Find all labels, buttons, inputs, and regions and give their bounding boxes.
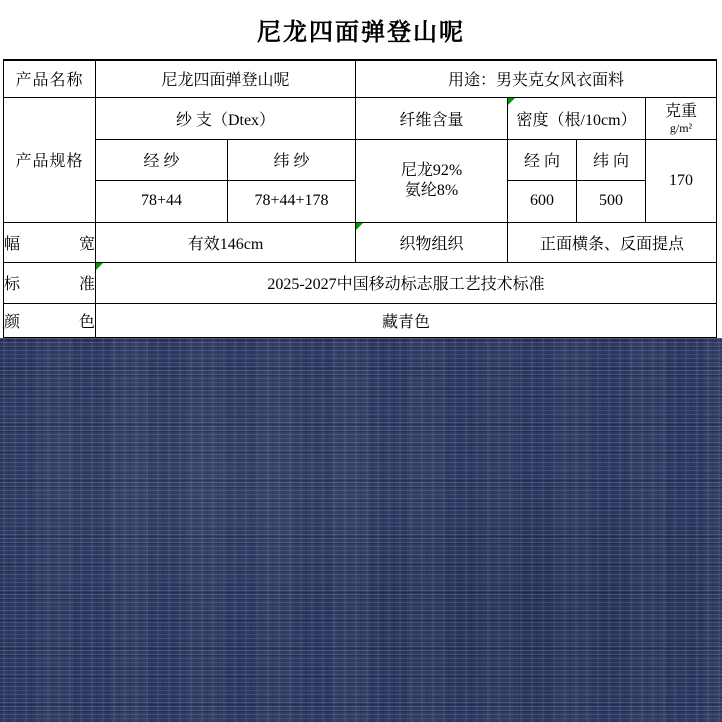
weight-header-text: 克重 <box>665 102 698 120</box>
color-label: 颜 色 <box>4 303 96 337</box>
cell-flag-icon <box>96 263 103 270</box>
product-name-value: 尼龙四面弹登山呢 <box>96 60 356 97</box>
fiber-line-2: 氨纶8% <box>404 181 459 199</box>
color-value: 藏青色 <box>96 303 717 337</box>
width-label: 幅 宽 <box>4 222 96 262</box>
table-row <box>4 97 717 139</box>
density-header-text: 密度（根/10cm） <box>516 111 637 129</box>
standard-value <box>96 262 717 303</box>
density-weft-value: 500 <box>577 180 646 222</box>
density-warp-value: 600 <box>508 180 577 222</box>
page-title: 尼龙四面弹登山呢 <box>257 20 465 46</box>
weft-yarn-value: 78+44+178 <box>228 180 356 222</box>
standard-value-text: 2025-2027中国移动标志服工艺技术标准 <box>267 276 545 293</box>
weight-unit: g/m² <box>669 120 693 135</box>
weave-label-text: 织物组织 <box>399 235 464 253</box>
width-value: 有效146cm <box>96 222 356 262</box>
weave-label <box>356 222 508 262</box>
weave-value: 正面横条、反面提点 <box>508 222 717 262</box>
fabric-swatch-image <box>0 338 722 722</box>
table-row <box>4 303 717 337</box>
density-weft-label: 纬 向 <box>577 139 646 180</box>
cell-flag-icon <box>356 223 363 230</box>
usage-value: 用途：男夹克女风衣面料 <box>356 60 717 97</box>
spec-label: 产品规格 <box>4 97 96 222</box>
spec-table <box>3 59 717 338</box>
weight-header <box>646 97 717 139</box>
density-header <box>508 97 646 139</box>
warp-yarn-label: 经 纱 <box>96 139 228 180</box>
weight-value: 170 <box>646 139 717 222</box>
table-row <box>4 262 717 303</box>
standard-label: 标 准 <box>4 262 96 303</box>
warp-yarn-value: 78+44 <box>96 180 228 222</box>
table-row <box>4 60 717 97</box>
weft-yarn-label: 纬 纱 <box>228 139 356 180</box>
product-name-label: 产品名称 <box>4 60 96 97</box>
fiber-line-1: 尼龙92% <box>400 161 463 179</box>
fiber-content-header: 纤维含量 <box>356 97 508 139</box>
table-row <box>4 222 717 262</box>
cell-flag-icon <box>508 98 515 105</box>
fiber-content-value <box>356 139 508 222</box>
density-warp-label: 经 向 <box>508 139 577 180</box>
table-row <box>4 139 717 180</box>
yarn-count-header: 纱 支（Dtex） <box>96 97 356 139</box>
